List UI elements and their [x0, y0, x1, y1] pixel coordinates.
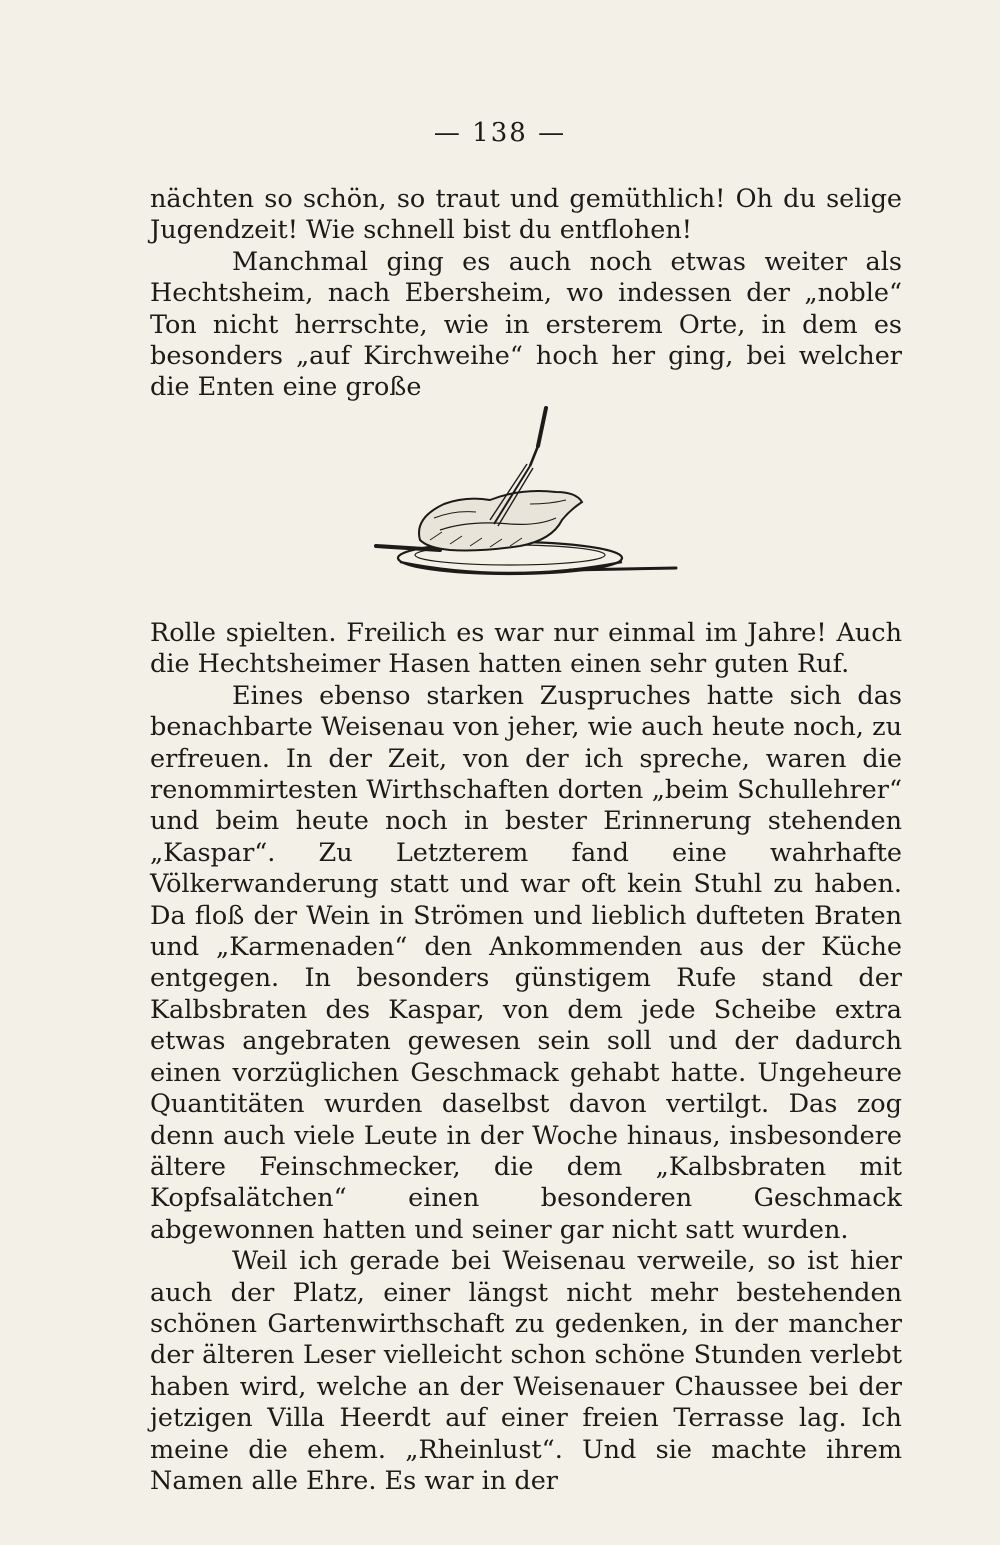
text-block-bottom: [150, 618, 902, 1497]
text-block-top: [150, 184, 902, 404]
paragraph: Eines ebenso starken Zuspruches hatte sich das benachbarte Weisenau von jeher, wie auch heute noch, zu erfreuen. In der Zeit, von der ich spreche, waren die renommirtesten Wirthschaften dorten „beim Schullehrer“ und beim heute noch in bester Erinnerung stehenden „Kaspar“. Zu Letzterem fand eine wahrhafte Völkerwanderung statt und war oft kein Stuhl zu haben. Da floß der Wein in Strömen und lieblich dufteten Braten und „Karmenaden“ den Ankommenden aus der Küche entgegen. In besonders günstigem Rufe stand der Kalbsbraten des Kaspar, von dem jede Scheibe extra etwas angebraten gewesen sein soll und der dadurch einen vorzüglichen Geschmack gehabt hatte. Ungeheure Quantitäten wurden daselbst davon vertilgt. Das zog denn auch viele Leute in der Woche hinaus, insbesondere ältere Feinschmecker, die dem „Kalbsbraten mit Kopfsalätchen“ einen besonderen Geschmack abgewonnen hatten und seiner gar nicht satt wurden.: [150, 680, 902, 1245]
paragraph: nächten so schön, so traut und gemüthlich! Oh du selige Jugendzeit! Wie schnell bist du entflohen!: [150, 184, 902, 246]
page-number: — 138 —: [433, 118, 567, 148]
paragraph: Manchmal ging es auch noch etwas weiter als Hechtsheim, nach Ebersheim, wo indessen der „noble“ Ton nicht herrschte, wie in ersterem Orte, in dem es besonders „auf Kirchweihe“ hoch her ging, bei welcher die Enten eine große: [150, 246, 902, 403]
paragraph: Weil ich gerade bei Weisenau verweile, so ist hier auch der Platz, einer längst nicht mehr bestehenden schönen Gartenwirthschaft zu gedenken, in der mancher der älteren Leser vielleicht schon schöne Stunden verlebt haben wird, welche an der Weisenauer Chaussee bei der jetzigen Villa Heerdt auf einer freien Terrasse lag. Ich meine die ehem. „Rheinlust“. Und sie machte ihrem Namen alle Ehre. Es war in der: [150, 1246, 902, 1496]
roast-duck-on-plate-with-fork-icon: [370, 400, 680, 590]
paragraph: Rolle spielten. Freilich es war nur einmal im Jahre! Auch die Hechtsheimer Hasen hatten einen sehr guten Ruf.: [150, 618, 902, 680]
